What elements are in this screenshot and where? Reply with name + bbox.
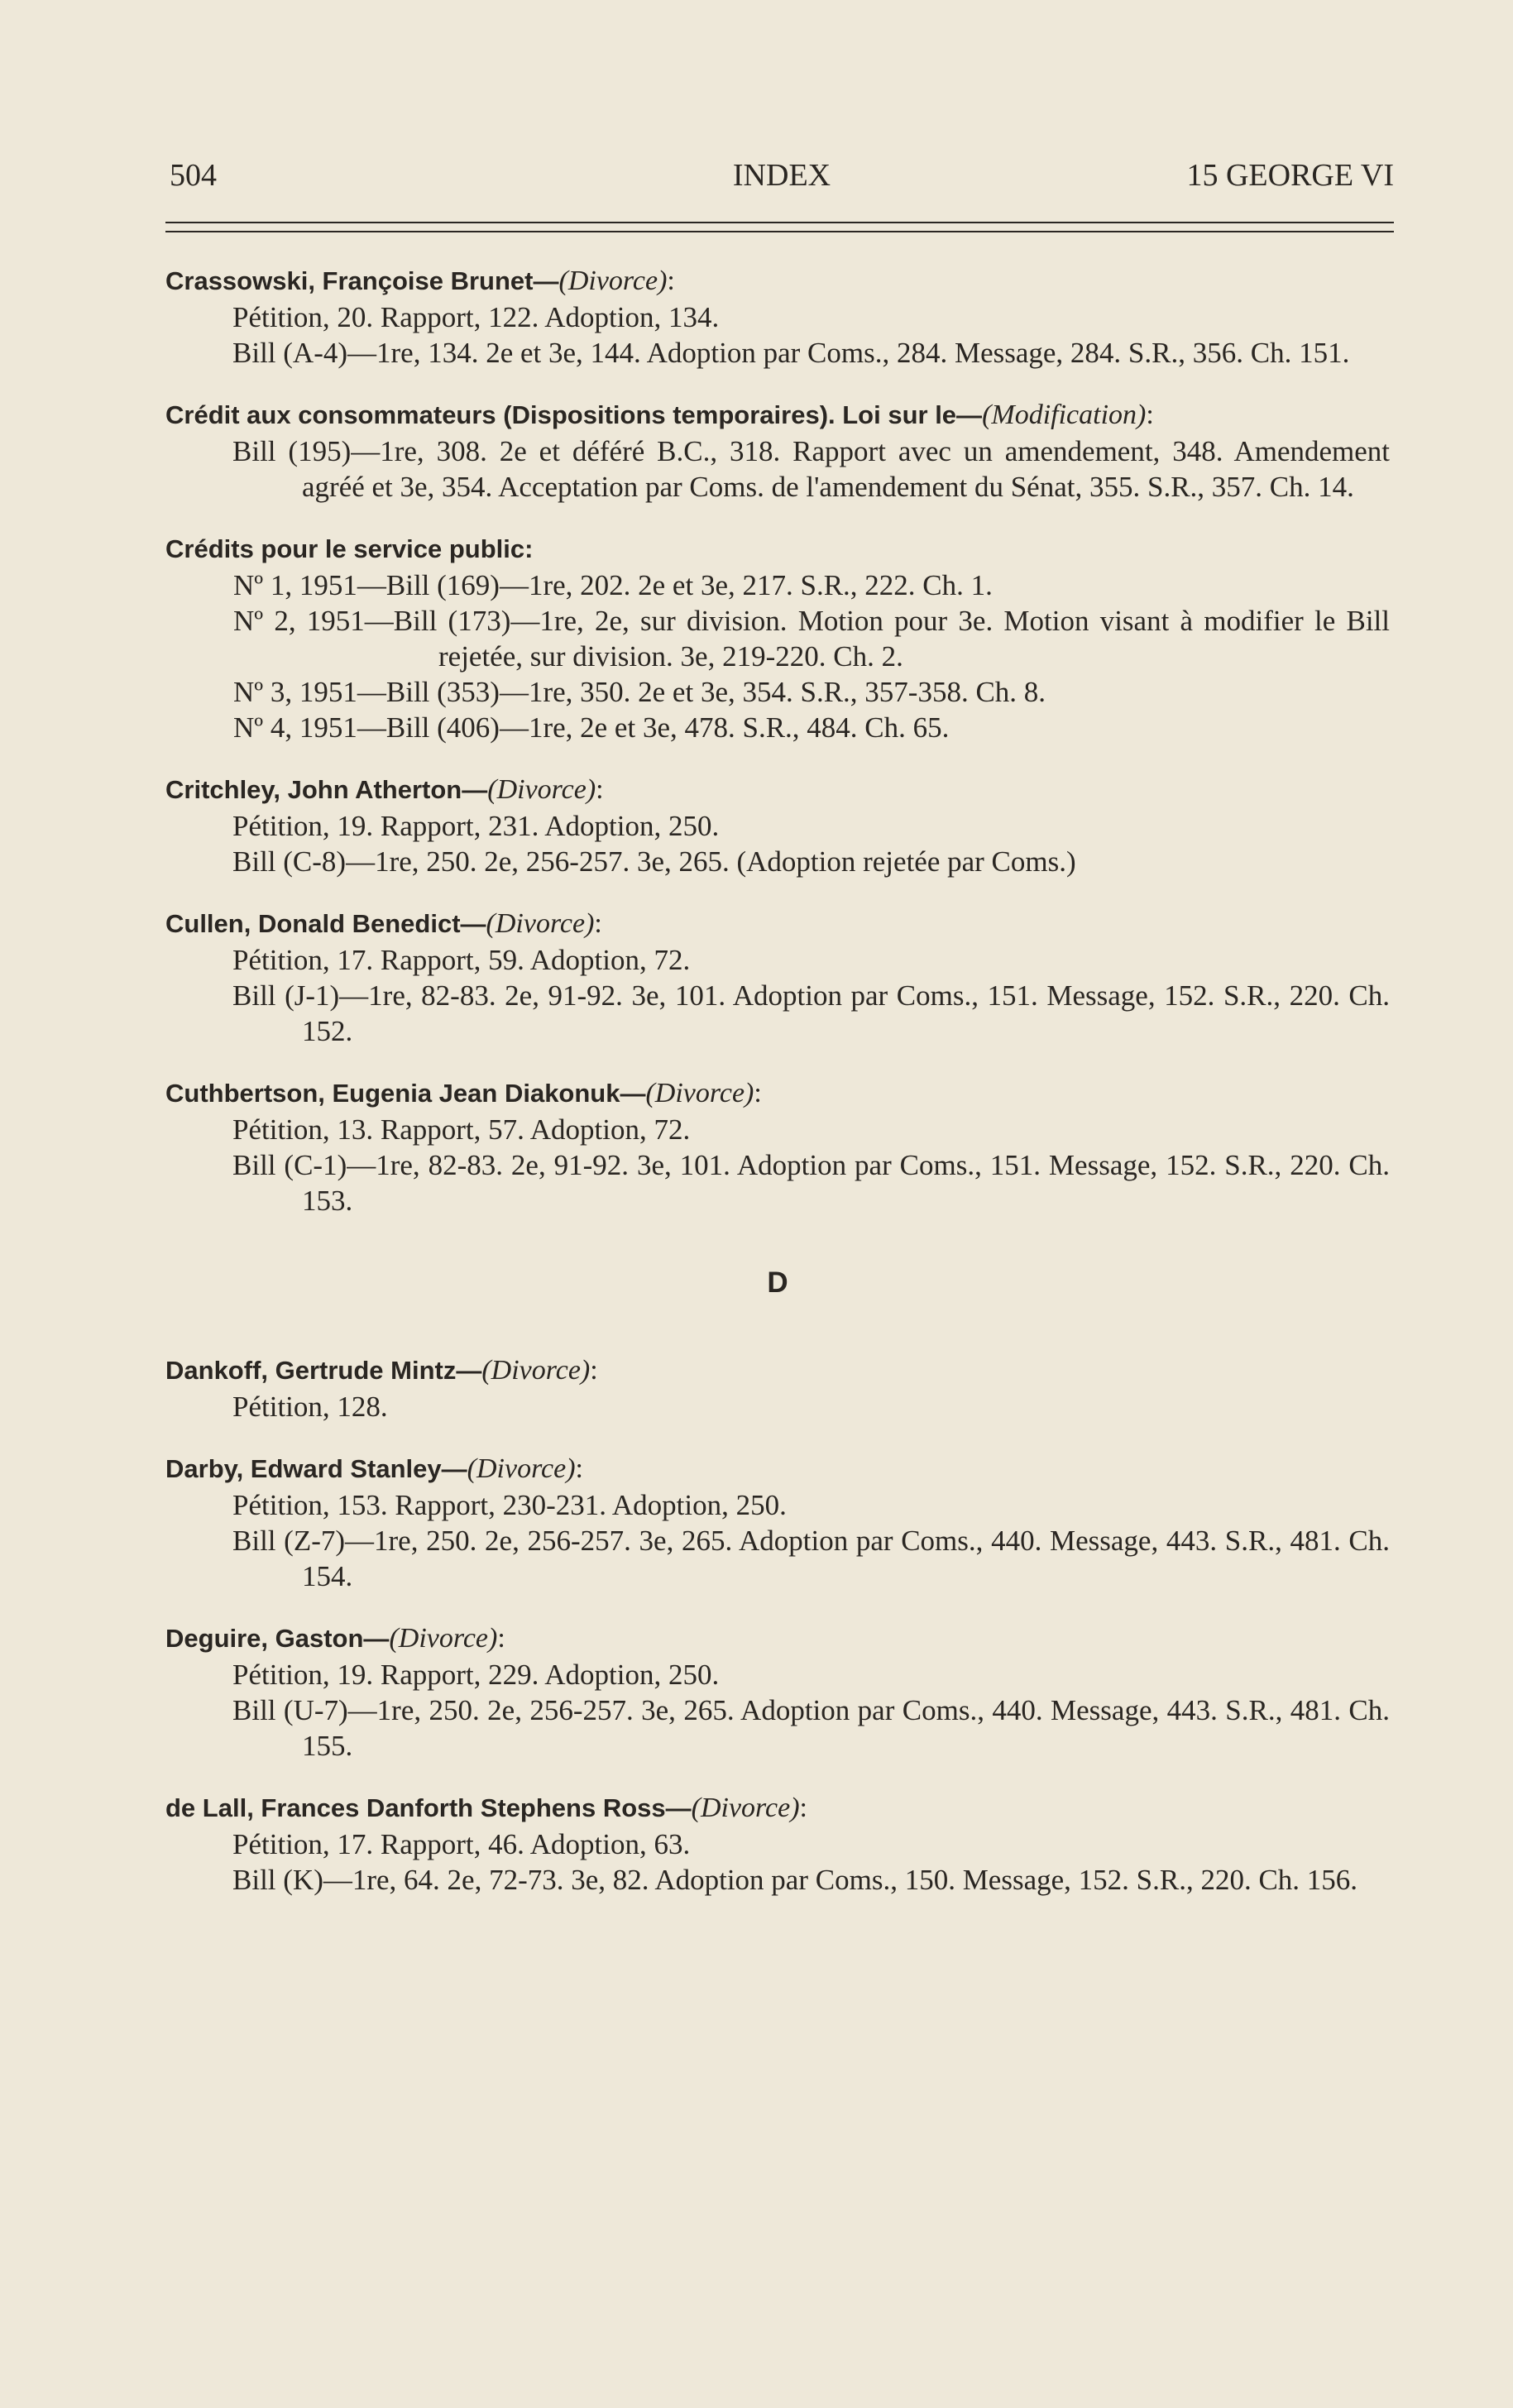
- entry-line: Pétition, 13. Rapport, 57. Adoption, 72.: [232, 1113, 691, 1146]
- entry-line: Pétition, 17. Rapport, 59. Adoption, 72.: [232, 944, 691, 976]
- entry-heading-qualifier: (Divorce): [558, 266, 668, 296]
- entry-heading-punctuation: :: [799, 1793, 807, 1823]
- entry-heading-text: Dankoff, Gertrude Mintz—: [165, 1356, 482, 1385]
- entry-heading-qualifier: (Modification): [982, 400, 1147, 430]
- entry-heading-punctuation: :: [1146, 400, 1154, 430]
- entry-heading-qualifier: (Divorce): [691, 1793, 800, 1823]
- entry-heading-text: de Lall, Frances Danforth Stephens Ross—: [165, 1793, 692, 1822]
- index-entry: [165, 1620, 1390, 1764]
- entries-section-c: [165, 263, 1390, 1218]
- page-header: [170, 157, 1394, 207]
- entries-section-d: [165, 1352, 1390, 1898]
- entry-line: Bill (K)—1re, 64. 2e, 72-73. 3e, 82. Adoption par Coms., 150. Message, 152. S.R., 220. Ch. 156.: [232, 1864, 1358, 1896]
- entry-heading-qualifier: (Divorce): [487, 774, 596, 805]
- index-entry: [165, 1075, 1390, 1218]
- entry-heading-punctuation: :: [497, 1623, 505, 1654]
- entry-heading-qualifier: (Divorce): [645, 1078, 754, 1108]
- index-entry: [165, 772, 1390, 879]
- entry-heading: [165, 1451, 1390, 1487]
- entry-heading: [165, 263, 1390, 299]
- entry-heading: [165, 1790, 1390, 1826]
- entry-heading-punctuation: :: [575, 1453, 583, 1484]
- index-entry: [165, 1790, 1390, 1898]
- entry-heading-text: Crédit aux consommateurs (Dispositions temporaires). Loi sur le—: [165, 400, 983, 429]
- entry-heading-qualifier: (Divorce): [389, 1623, 498, 1654]
- entry-line: Pétition, 128.: [232, 1391, 388, 1423]
- entry-line: Bill (195)—1re, 308. 2e et déféré B.C., 318. Rapport avec un amendement, 348. Amendement agréé et 3e, 354. Acceptation par Coms. de l'amendement du Sénat, 355. S.R., 357. Ch. 14.: [232, 435, 1390, 503]
- index-content: [165, 263, 1390, 1924]
- entry-line: Nº 2, 1951—Bill (173)—1re, 2e, sur division. Motion pour 3e. Motion visant à modifier le Bill rejetée, sur division. 3e, 219-220. Ch. 2.: [233, 605, 1390, 673]
- entry-heading-punctuation: :: [754, 1078, 762, 1108]
- entry-heading-punctuation: :: [590, 1355, 598, 1386]
- entry-line: Bill (C-8)—1re, 250. 2e, 256-257. 3e, 265. (Adoption rejetée par Coms.): [232, 845, 1076, 878]
- index-entry: [165, 906, 1390, 1049]
- entry-heading-text: Deguire, Gaston—: [165, 1624, 390, 1653]
- index-entry: [165, 1451, 1390, 1594]
- entry-line: Bill (C-1)—1re, 82-83. 2e, 91-92. 3e, 101. Adoption par Coms., 151. Message, 152. S.R., 220. Ch. 153.: [232, 1149, 1390, 1217]
- entry-line: Bill (A-4)—1re, 134. 2e et 3e, 144. Adoption par Coms., 284. Message, 284. S.R., 356. Ch. 151.: [232, 337, 1350, 369]
- index-entry: [165, 263, 1390, 371]
- page-title: INDEX: [732, 158, 831, 193]
- index-entry: [165, 531, 1390, 745]
- entry-line: Pétition, 17. Rapport, 46. Adoption, 63.: [232, 1828, 691, 1860]
- entry-heading-text: Crédits pour le service public:: [165, 534, 534, 563]
- entry-heading-text: Darby, Edward Stanley—: [165, 1454, 467, 1483]
- entry-line: Pétition, 20. Rapport, 122. Adoption, 134.: [232, 301, 720, 333]
- entry-heading: [165, 772, 1390, 808]
- entry-heading: [165, 531, 1390, 567]
- entry-line: Bill (U-7)—1re, 250. 2e, 256-257. 3e, 265. Adoption par Coms., 440. Message, 443. S.R., 481. Ch. 155.: [232, 1694, 1390, 1762]
- entry-line: Pétition, 153. Rapport, 230-231. Adoption, 250.: [232, 1489, 787, 1521]
- entry-line: Nº 4, 1951—Bill (406)—1re, 2e et 3e, 478. S.R., 484. Ch. 65.: [233, 711, 950, 744]
- index-entry: [165, 397, 1390, 505]
- entry-heading: [165, 397, 1390, 433]
- entry-heading: [165, 1620, 1390, 1657]
- entry-line: Pétition, 19. Rapport, 229. Adoption, 250.: [232, 1659, 720, 1691]
- entry-heading-text: Cuthbertson, Eugenia Jean Diakonuk—: [165, 1079, 646, 1108]
- entry-heading-punctuation: :: [594, 908, 602, 939]
- entry-heading-qualifier: (Divorce): [486, 908, 595, 939]
- entry-heading: [165, 906, 1390, 942]
- entry-line: Bill (J-1)—1re, 82-83. 2e, 91-92. 3e, 101. Adoption par Coms., 151. Message, 152. S.R., 220. Ch. 152.: [232, 979, 1390, 1047]
- entry-line: Pétition, 19. Rapport, 231. Adoption, 250.: [232, 810, 720, 842]
- entry-heading-qualifier: (Divorce): [467, 1453, 576, 1484]
- index-entry: [165, 1352, 1390, 1424]
- entry-heading-text: Critchley, John Atherton—: [165, 775, 488, 804]
- entry-heading-text: Cullen, Donald Benedict—: [165, 909, 486, 938]
- entry-heading: [165, 1352, 1390, 1389]
- section-letter: D: [767, 1266, 788, 1299]
- entry-heading-qualifier: (Divorce): [481, 1355, 591, 1386]
- entry-heading: [165, 1075, 1390, 1112]
- entry-line: Nº 3, 1951—Bill (353)—1re, 350. 2e et 3e, 354. S.R., 357-358. Ch. 8.: [233, 676, 1046, 708]
- entry-heading-punctuation: :: [596, 774, 604, 805]
- entry-heading-punctuation: :: [667, 266, 675, 296]
- entry-line: Bill (Z-7)—1re, 250. 2e, 256-257. 3e, 265. Adoption par Coms., 440. Message, 443. S.R., 481. Ch. 154.: [232, 1525, 1390, 1592]
- entry-line: Nº 1, 1951—Bill (169)—1re, 202. 2e et 3e, 217. S.R., 222. Ch. 1.: [233, 569, 993, 601]
- entry-heading-text: Crassowski, Françoise Brunet—: [165, 266, 559, 295]
- reign-label: 15 GEORGE VI: [1186, 158, 1394, 193]
- header-double-rule: [165, 222, 1394, 232]
- page-number: 504: [170, 158, 217, 193]
